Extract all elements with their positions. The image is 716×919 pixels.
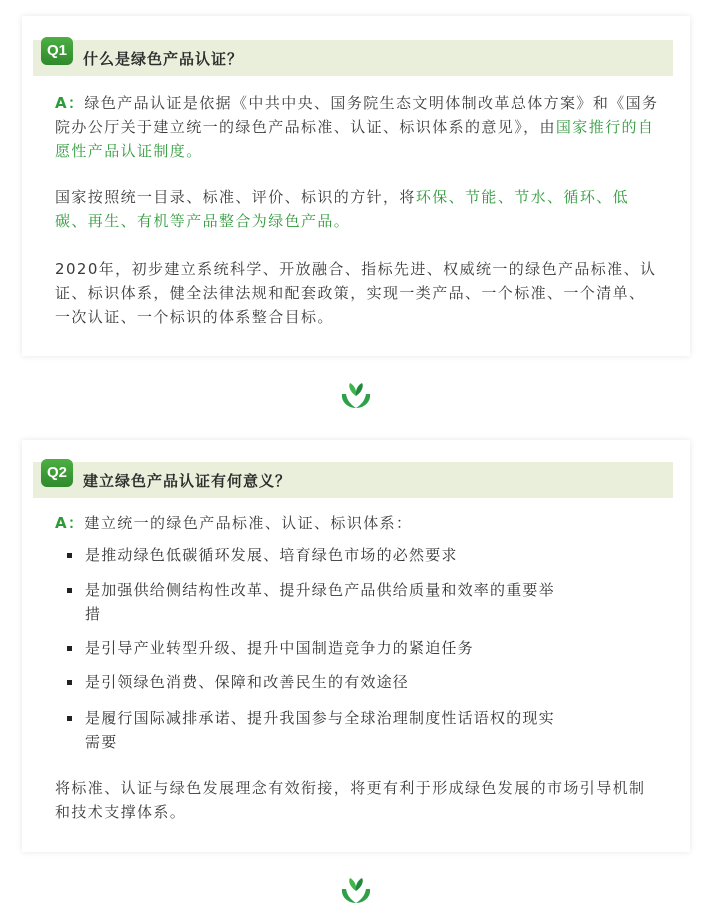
list-item [67, 543, 565, 567]
list-item-text: 是履行国际减排承诺、提升我国参与全球治理制度性话语权的现实需要 [85, 709, 555, 751]
bullet-icon [67, 646, 72, 651]
q2-conclusion: 将标准、认证与绿色发展理念有效衔接，将更有利于形成绿色发展的市场引导机制和技术支撑体系。 [55, 779, 646, 821]
q1-title: 什么是绿色产品认证？ [83, 50, 244, 68]
q2-answer-intro [55, 511, 661, 535]
list-item [67, 670, 565, 694]
list-item-text: 是加强供给侧结构性改革、提升绿色产品供给质量和效率的重要举措 [85, 581, 555, 623]
list-item [67, 706, 565, 754]
q2-intro-text: 建立统一的绿色产品标准、认证、标识体系： [84, 514, 413, 532]
q1-p2-highlight: 环保、节能、节水、循环、低碳、再生、有机等产品整合为绿色产品。 [55, 188, 630, 230]
list-item [67, 636, 565, 660]
answer-label: A： [55, 514, 85, 532]
list-item-text: 是引导产业转型升级、提升中国制造竞争力的紧迫任务 [85, 639, 474, 657]
bullet-icon [67, 588, 72, 593]
q1-p1-text: 绿色产品认证是依据《中共中央、国务院生态文明体制改革总体方案》和《国务院办公厅关于建立统一的绿色产品标准、认证、标识体系的意见》，由 [55, 94, 659, 136]
q1-p1-highlight: 国家推行的自愿性产品认证制度。 [55, 118, 655, 160]
q1-answer-paragraph-1 [55, 91, 661, 163]
list-item-text: 是引领绿色消费、保障和改善民生的有效途径 [85, 673, 410, 691]
bullet-icon [67, 716, 72, 721]
q2-badge: Q2 [41, 459, 73, 487]
list-item-text: 是推动绿色低碳循环发展、培育绿色市场的必然要求 [85, 546, 458, 564]
q1-answer-paragraph-2 [55, 185, 661, 233]
leaf-hands-icon [338, 877, 374, 905]
q2-title: 建立绿色产品认证有何意义？ [83, 472, 292, 490]
leaf-hands-icon [338, 382, 374, 410]
bullet-icon [67, 680, 72, 685]
q1-badge: Q1 [41, 37, 73, 65]
q1-p2-text: 国家按照统一目录、标准、评价、标识的方针，将 [55, 188, 416, 206]
bullet-icon [67, 553, 72, 558]
list-item [67, 578, 565, 626]
q1-answer-paragraph-3: 2020年，初步建立系统科学、开放融合、指标先进、权威统一的绿色产品标准、认证、标识体系，健全法律法规和配套政策，实现一类产品、一个标准、一个清单、一次认证、一个标识的体系整合目标。 [55, 260, 657, 326]
answer-label: A： [55, 94, 85, 112]
